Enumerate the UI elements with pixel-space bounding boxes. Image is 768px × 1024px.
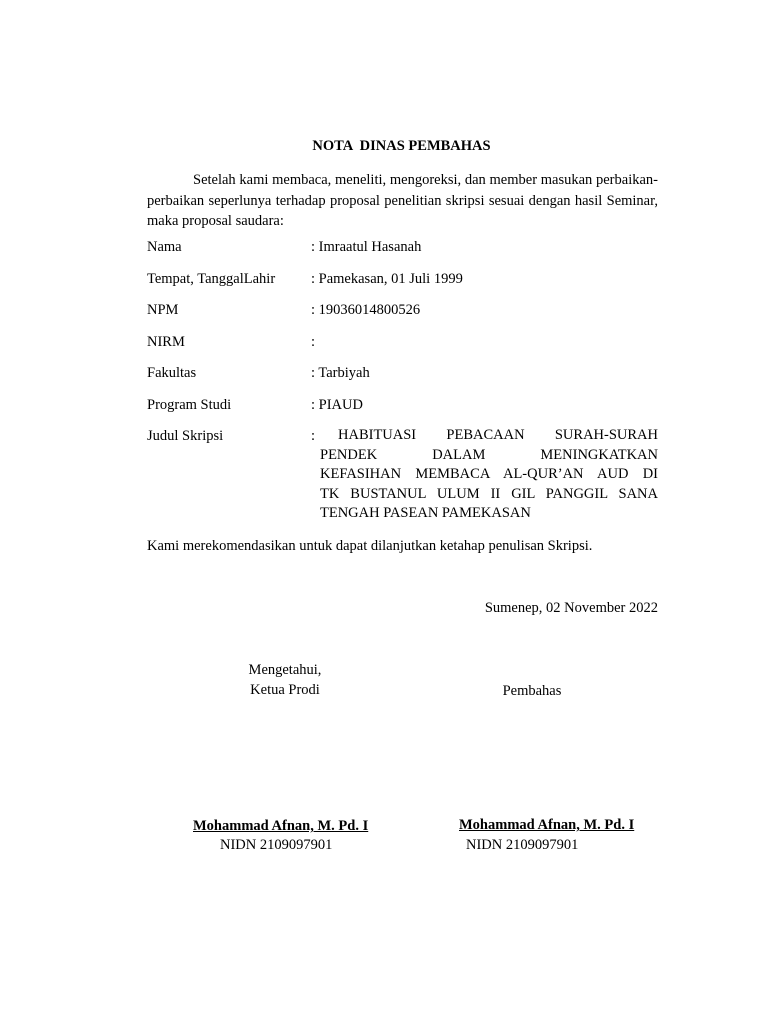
field-value: : PIAUD bbox=[311, 397, 363, 413]
judul-line: TENGAH PASEAN PAMEKASAN bbox=[320, 505, 531, 521]
field-row-nama bbox=[147, 237, 658, 257]
right-signatory-nidn: NIDN 2109097901 bbox=[466, 837, 579, 853]
judul-line: PENDEK DALAM MENINGKATKAN bbox=[320, 446, 658, 463]
field-label: Fakultas bbox=[147, 365, 197, 381]
left-signatory-name: Mohammad Afnan, M. Pd. I bbox=[193, 818, 369, 834]
field-value: : 19036014800526 bbox=[311, 302, 421, 318]
field-label: Nama bbox=[147, 239, 182, 255]
judul-line: HABITUASI PEBACAAN SURAH-SURAH bbox=[338, 427, 658, 443]
right-role-label: Pembahas bbox=[502, 683, 562, 699]
field-row-tempat-tanggal-lahir bbox=[147, 269, 658, 289]
field-value: : bbox=[311, 334, 316, 350]
judul-line: KEFASIHAN MEMBACA AL-QUR’AN AUD DI bbox=[320, 466, 658, 482]
field-label: Tempat, TanggalLahir bbox=[147, 271, 276, 287]
left-role-label: Ketua Prodi bbox=[250, 682, 320, 698]
field-label: NPM bbox=[147, 302, 179, 318]
right-signatory-name: Mohammad Afnan, M. Pd. I bbox=[459, 817, 635, 833]
field-label: Judul Skripsi bbox=[147, 428, 224, 444]
field-value: : Tarbiyah bbox=[311, 365, 370, 381]
closing-statement: Kami merekomendasikan untuk dapat dilanjutkan ketahap penulisan Skripsi. bbox=[147, 538, 593, 554]
field-row-fakultas bbox=[147, 363, 658, 383]
field-label: Program Studi bbox=[147, 397, 232, 413]
field-value: : Imraatul Hasanah bbox=[311, 239, 422, 255]
field-label: NIRM bbox=[147, 334, 185, 350]
document-title: NOTA DINAS PEMBAHAS bbox=[312, 138, 491, 154]
field-row-program-studi bbox=[147, 395, 658, 415]
judul-line: TK BUSTANUL ULUM II GIL PANGGIL SANA bbox=[320, 485, 658, 502]
field-row-nirm bbox=[147, 332, 658, 352]
field-row-npm bbox=[147, 300, 658, 320]
place-date: Sumenep, 02 November 2022 bbox=[484, 600, 658, 616]
acknowledge-label: Mengetahui, bbox=[248, 662, 322, 678]
left-signatory-nidn: NIDN 2109097901 bbox=[220, 837, 333, 853]
intro-paragraph: Setelah kami membaca, meneliti, mengoreksi, dan member masukan perbaikan-perbaikan seperlunya terhadap proposal penelitian skripsi sesuai dengan hasil Seminar, maka proposal saudara: bbox=[147, 172, 658, 229]
judul-colon: : bbox=[311, 428, 316, 444]
left-signatory-heading bbox=[185, 660, 385, 700]
field-value: : Pamekasan, 01 Juli 1999 bbox=[311, 271, 463, 287]
judul-skripsi-value bbox=[320, 426, 658, 524]
